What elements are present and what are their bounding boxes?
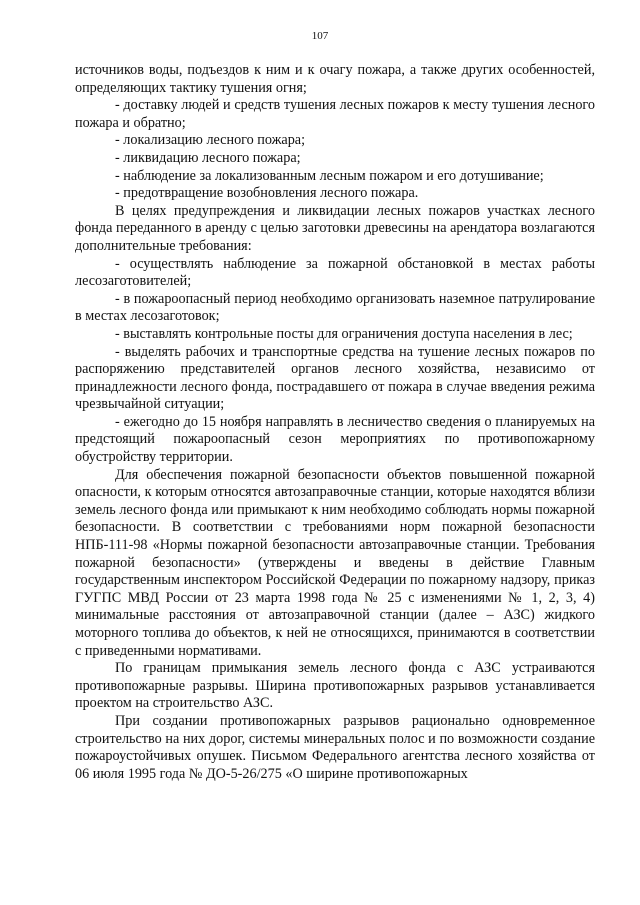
list-item: - предотвращение возобновления лесного пожара. [115,185,419,202]
list-item: - локализацию лесного пожара; [115,132,306,149]
body-text [75,62,595,783]
list-item: - доставку людей и средств тушения лесных пожаров к месту тушения лесного пожара и обратно; [75,97,595,131]
list-item: - ликвидацию лесного пожара; [115,149,301,166]
list-item: - выставлять контрольные посты для ограничения доступа населения в лес; [115,325,573,342]
list-item: - ежегодно до 15 ноября направлять в лесничество сведения о планируемых на предстоящий пожароопасный сезон мероприятиях по противопожарному обустройству территории. [75,413,595,466]
list-item: - осуществлять наблюдение за пожарной обстановкой в местах работы лесозаготовителей; [75,255,595,290]
paragraph: При создании противопожарных разрывов рационально одновременное строительство на них дорог, системы минеральных полос и по возможности создание пожароустойчивых опушек. Письмом Федерального агентства лесного хозяйства от 06 июля 1995 года № ДО-5-26/275 «О ширине противопожарных [75,712,595,782]
paragraph: По границам примыкания земель лесного фонда с АЗС устраиваются противопожарные разрывы. Ширина противопожарных разрывов устанавливается проектом на строительство АЗС. [75,660,595,712]
list-item: - наблюдение за локализованным лесным пожаром и его дотушивание; [115,167,544,184]
paragraph: Для обеспечения пожарной безопасности объектов повышенной пожарной опасности, к которым относятся автозаправочные станции, которые находятся вблизи земель лесного фонда или примыкают к ним необходимо соблюдать нормы пожарной безопасности. В соответствии с требованиями норм пожарной безопасности НПБ-111-98 «Нормы пожарной безопасности автозаправочные станции. Требования пожарной безопасности» (утверждены и введены в действие Главным государственным инспектором Российской Федерации по пожарному надзору, приказ ГУГПС МВД России от 23 марта 1998 года № 25 с изменениями № 1, 2, 3, 4) минимальные расстояния от автозаправочной станции (далее – АЗС) жидкого моторного топлива до объектов, к ней не относящихся, принимаются в соответствии с приведенными нормативами. [75,466,595,659]
list-item: - выделять рабочих и транспортные средства на тушение лесных пожаров по распоряжению представителей органов лесного хозяйства, независимо от принадлежности лесного фонда, пострадавшего от пожара в случае введения режима чрезвычайной ситуации; [75,343,595,413]
paragraph: В целях предупреждения и ликвидации лесных пожаров участках лесного фонда переданного в аренду с целью заготовки древесины на арендатора возлагаются дополнительные требования: [75,202,595,254]
list-item: - в пожароопасный период необходимо организовать наземное патрулирование в местах лесозаготовок; [75,290,595,325]
page-number: 107 [311,30,329,42]
paragraph: источников воды, подъездов к ним и к очагу пожара, а также других особенностей, определяющих тактику тушения огня; [75,62,595,96]
